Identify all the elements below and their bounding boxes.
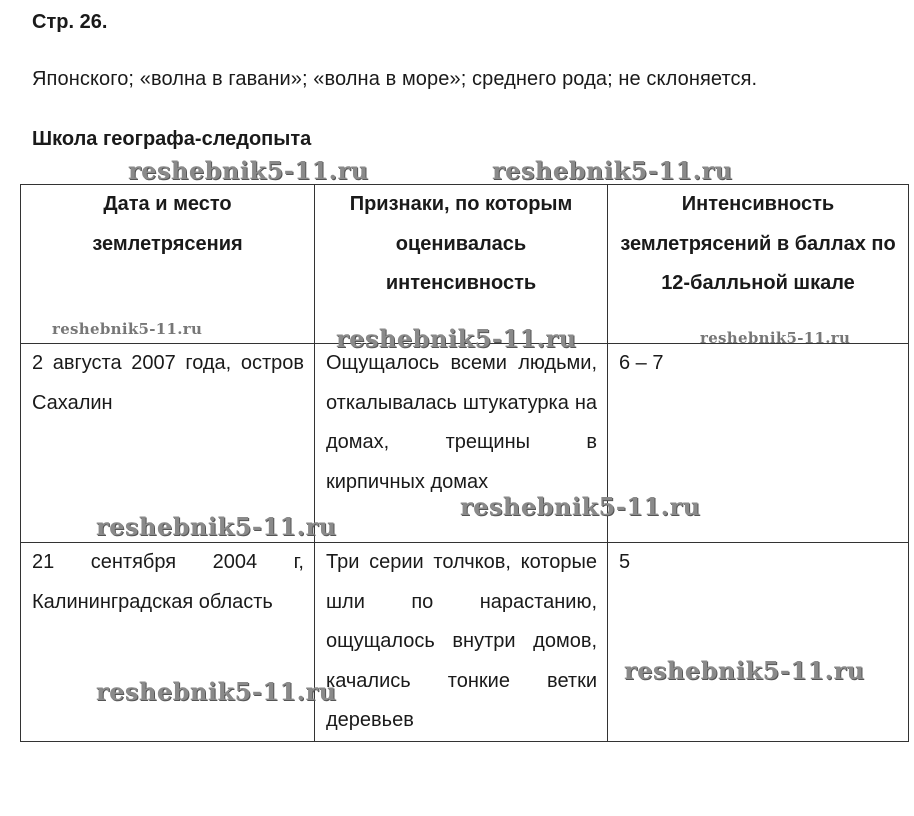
cell-signs: Три серии толчков, которые шли по нарастанию, ощущалось внутри домов, качались тонкие ветки деревьев [315,543,608,742]
watermark: reshebnik5-11.ru [460,492,701,521]
cell-intensity: 5 [608,543,909,742]
earthquake-table [20,184,909,742]
table-row [21,344,909,543]
table-row [21,543,909,742]
page-label: Стр. 26. [32,11,108,33]
watermark: reshebnik5-11.ru [492,156,733,185]
header-intensity: Интенсивность землетрясений в баллах по 12-балльной шкале [608,185,909,344]
cell-signs: Ощущалось всеми людьми, откалывалась штукатурка на домах, трещины в кирпичных домах [315,344,608,543]
watermark: reshebnik5-11.ru [700,329,851,347]
watermark: reshebnik5-11.ru [96,677,337,706]
watermark: reshebnik5-11.ru [624,656,865,685]
cell-intensity: 6 – 7 [608,344,909,543]
answer-text: Японского; «волна в гавани»; «волна в море»; среднего рода; не склоняется. [32,68,758,90]
cell-date-place: 2 августа 2007 года, остров Сахалин [21,344,315,543]
header-signs: Признаки, по которым оценивалась интенсивность [315,185,608,344]
table-header-row [21,185,909,344]
watermark: reshebnik5-11.ru [128,156,369,185]
cell-date-place: 21 сентября 2004 г, Калининградская область [21,543,315,742]
watermark: reshebnik5-11.ru [336,324,577,353]
watermark: reshebnik5-11.ru [52,320,203,338]
section-title: Школа географа-следопыта [32,128,312,150]
watermark: reshebnik5-11.ru [96,512,337,541]
header-date-place: Дата и место землетрясения [21,185,315,344]
